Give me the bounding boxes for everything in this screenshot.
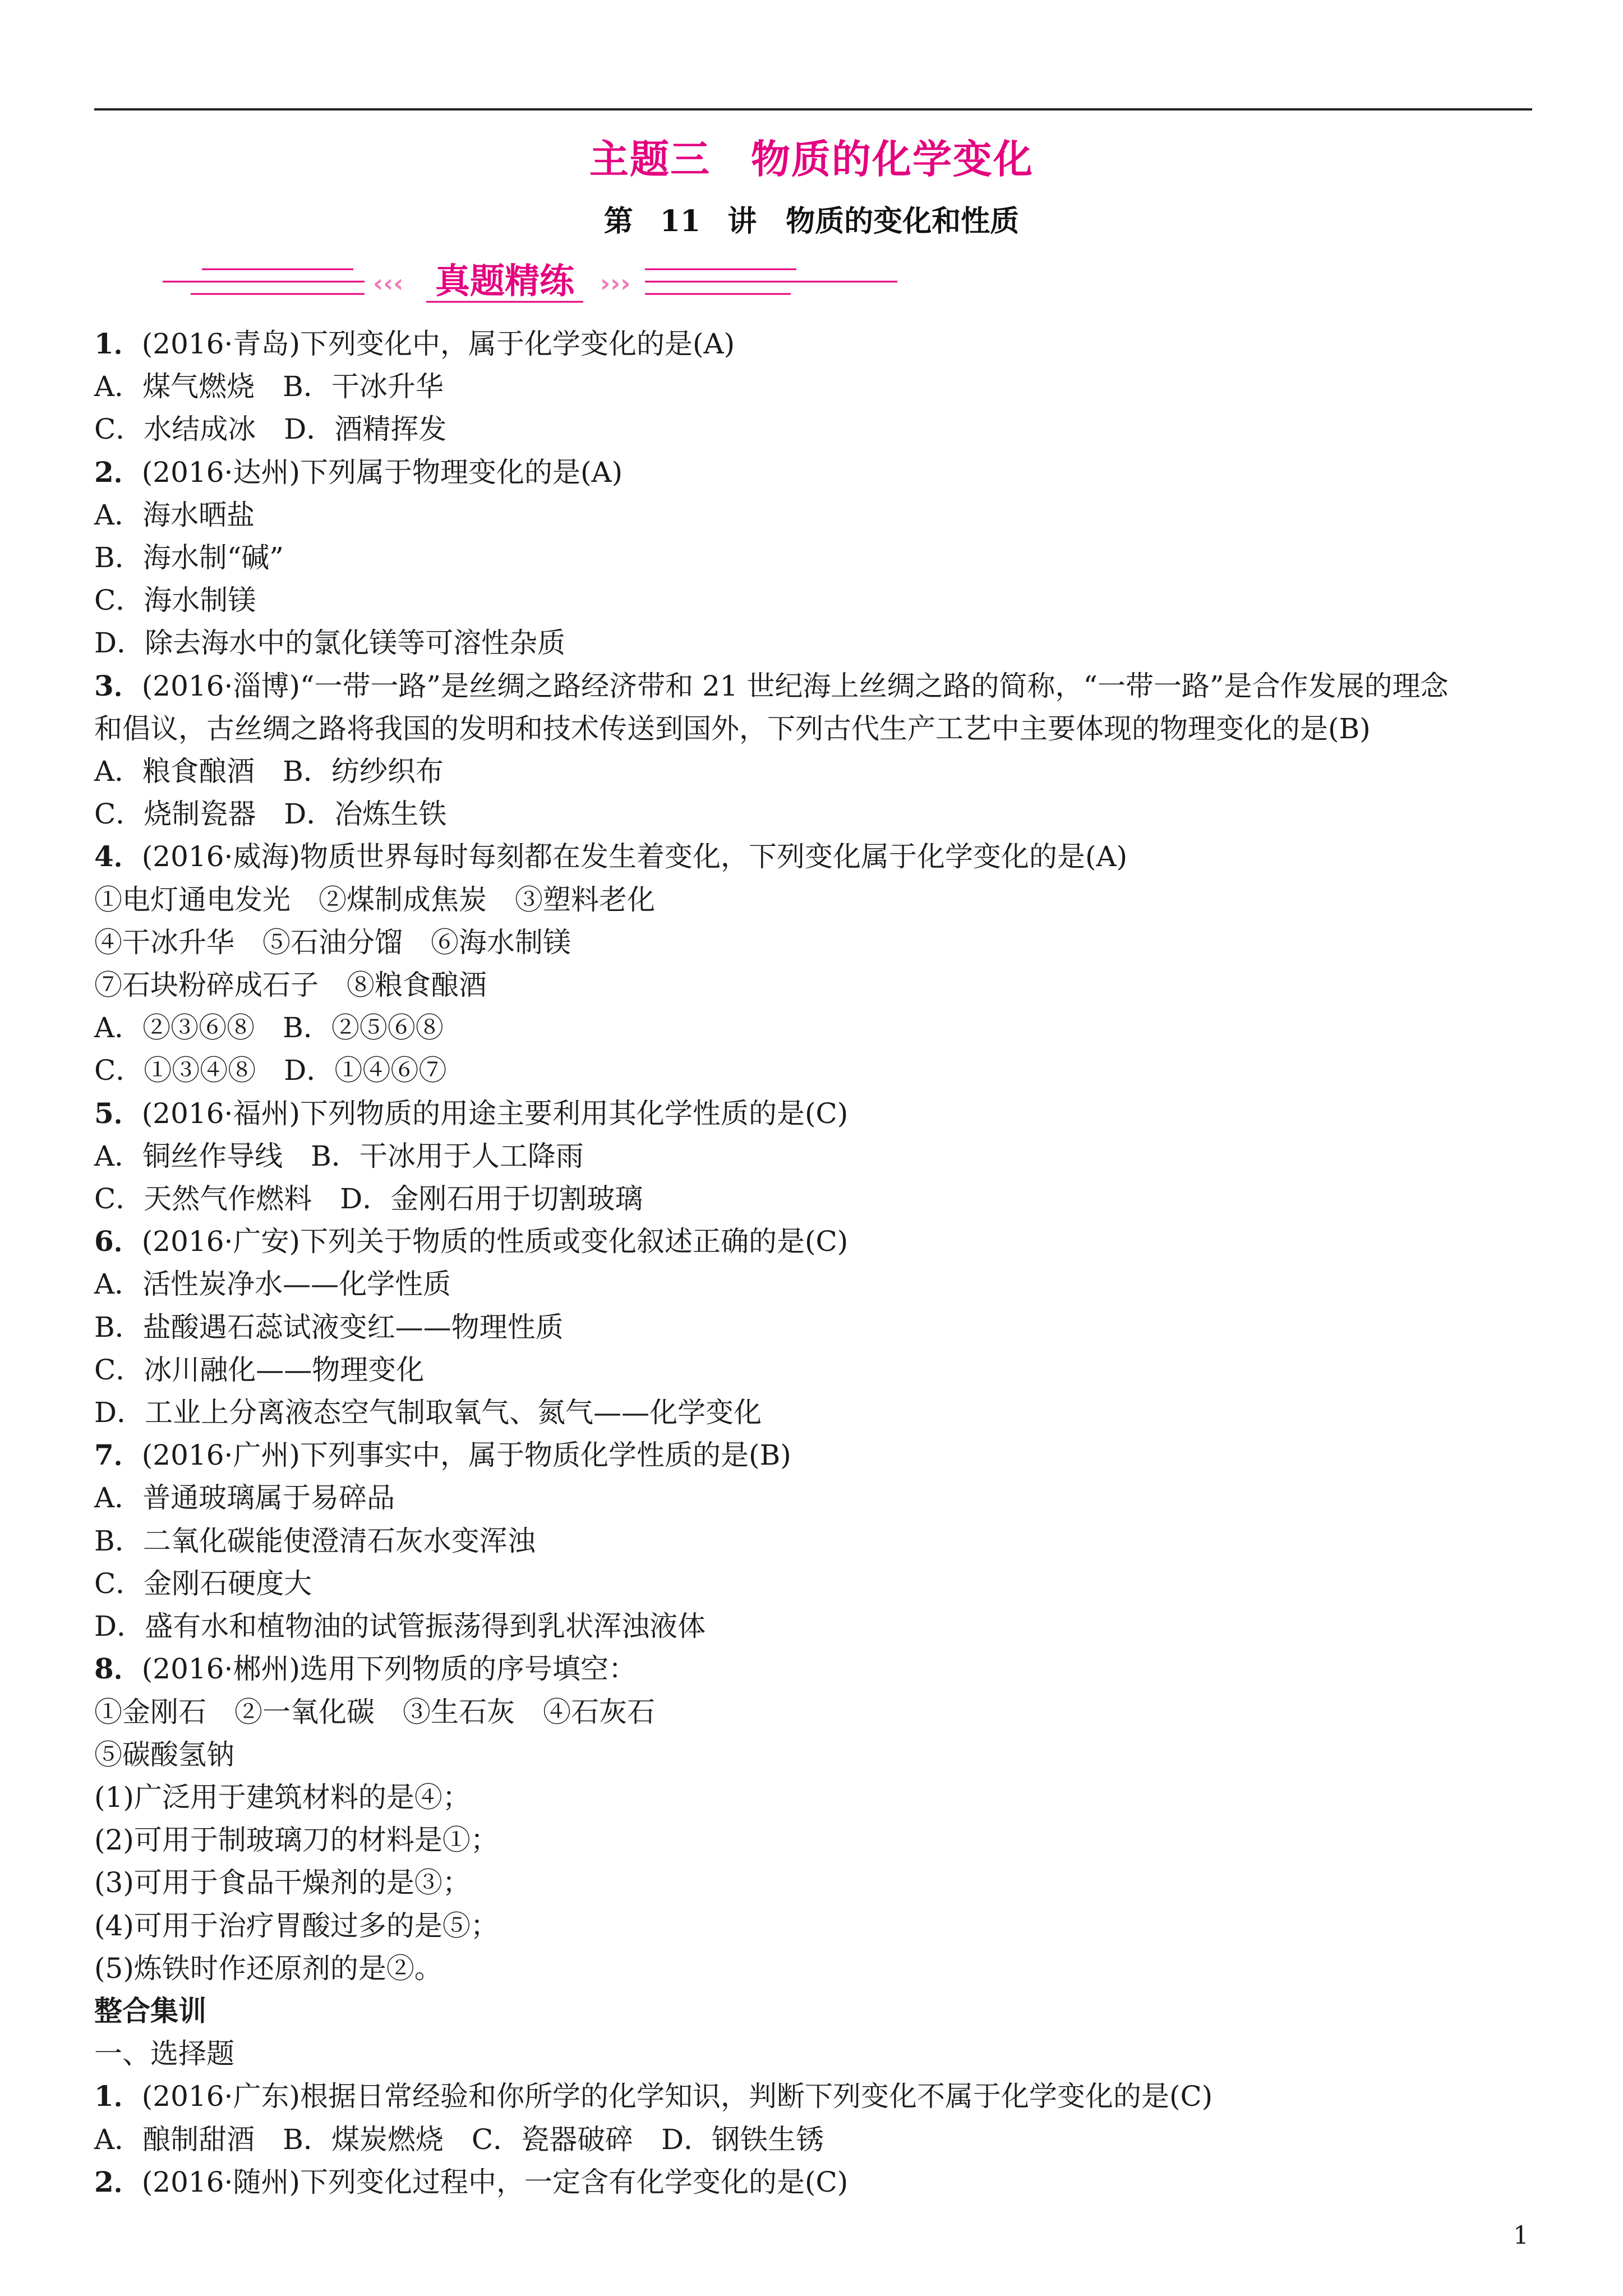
line-text: (2016·威海)物质世界每时每刻都在发生着变化，下列变化属于化学变化的是(A): [141, 840, 1128, 873]
banner-left-lines: [163, 269, 365, 294]
banner-right-chevrons: ›››: [600, 269, 631, 298]
line-text: C．金刚石硬度大: [94, 1567, 312, 1600]
question-stem: [94, 451, 1530, 494]
content-line: [94, 1861, 1530, 1904]
line-text: ①金刚石 ②一氧化碳 ③生石灰 ④石灰石: [94, 1695, 655, 1728]
content-line: [94, 1049, 1530, 1092]
question-number: 5．: [94, 1096, 142, 1130]
question-stem: [94, 323, 1530, 365]
question-stem: [94, 1220, 1530, 1263]
question-stem: [94, 835, 1530, 878]
question-number: 1．: [94, 2079, 142, 2113]
line-text: A．粮食酿酒 B．纺纱织布: [94, 755, 444, 788]
question-number: 8．: [94, 1652, 142, 1686]
line-text: 一、选择题: [94, 2037, 234, 2070]
question-stem: [94, 2075, 1530, 2118]
line-text: B．二氧化碳能使澄清石灰水变浑浊: [94, 1524, 536, 1557]
line-text: (1)广泛用于建筑材料的是④；: [94, 1780, 471, 1814]
content-line: [94, 921, 1530, 964]
content-line: [94, 1691, 1530, 1733]
content-line: [94, 494, 1530, 536]
page-number: 1: [1513, 2221, 1529, 2250]
line-text: (5)炼铁时作还原剂的是②。: [94, 1952, 442, 1985]
line-text: (2016·广安)下列关于物质的性质或变化叙述正确的是(C): [141, 1225, 849, 1258]
line-text: A．铜丝作导线 B．干冰用于人工降雨: [94, 1139, 584, 1172]
line-text: ⑤碳酸氢钠: [94, 1738, 234, 1771]
content-line: [94, 878, 1530, 921]
question-list: [94, 323, 1530, 2203]
line-text: (2016·青岛)下列变化中，属于化学变化的是(A): [141, 328, 735, 360]
line-text: A．酿制甜酒 B．煤炭燃烧 C．瓷器破碎 D．钢铁生锈: [94, 2123, 824, 2156]
content-line: [94, 1904, 1530, 1947]
top-rule: [94, 108, 1532, 111]
content-line: [94, 964, 1530, 1006]
content-line: [94, 793, 1530, 835]
content-line: [94, 1306, 1530, 1349]
content-line: [94, 408, 1530, 450]
content-line: [94, 1947, 1530, 1990]
question-number: 2．: [94, 2165, 142, 2198]
line-text: C．水结成冰 D．酒精挥发: [94, 413, 447, 446]
line-text: B．盐酸遇石蕊试液变红——物理性质: [94, 1310, 564, 1343]
question-number: 4．: [94, 840, 142, 873]
content-line: [94, 1776, 1530, 1819]
question-number: 6．: [94, 1225, 142, 1258]
line-text: (2016·达州)下列属于物理变化的是(A): [141, 455, 623, 489]
question-stem: [94, 665, 1530, 707]
content-line: [94, 579, 1530, 622]
content-line: [94, 622, 1530, 664]
line-text: ⑦石块粉碎成石子 ⑧粮食酿酒: [94, 969, 487, 1002]
content-line: [94, 1562, 1530, 1605]
content-line: [94, 1135, 1530, 1177]
content-line: [94, 2032, 1530, 2075]
line-text: C．海水制镁: [94, 584, 256, 617]
line-text: (2016·广东)根据日常经验和你所学的化学知识，判断下列变化不属于化学变化的是(C): [141, 2080, 1213, 2113]
line-text: (2016·随州)下列变化过程中，一定含有化学变化的是(C): [141, 2165, 849, 2198]
line-text: C．冰川融化——物理变化: [94, 1353, 425, 1386]
content-line: [94, 1476, 1530, 1519]
content-line: [94, 707, 1530, 750]
question-stem: [94, 1092, 1530, 1135]
content-line: [94, 750, 1530, 793]
content-line: [94, 1733, 1530, 1776]
line-text: (3)可用于食品干燥剂的是③；: [94, 1866, 471, 1899]
question-number: 7．: [94, 1438, 142, 1472]
question-stem: [94, 1434, 1530, 1476]
line-text: D．盛有水和植物油的试管振荡得到乳状浑浊液体: [94, 1610, 706, 1643]
line-text: 和倡议，古丝绸之路将我国的发明和技术传送到国外，下列古代生产工艺中主要体现的物理变化的是(B): [94, 712, 1371, 745]
lesson-title: 第 11 讲 物质的变化和性质: [603, 204, 1020, 238]
content-line: [94, 1006, 1530, 1049]
content-line: [94, 2118, 1530, 2161]
banner-label: 真题精练: [435, 260, 575, 301]
line-text: A．活性炭净水——化学性质: [94, 1268, 451, 1301]
question-stem: [94, 1648, 1530, 1690]
content-line: [94, 365, 1530, 408]
line-text: ④干冰升华 ⑤石油分馏 ⑥海水制镁: [94, 926, 571, 959]
line-text: D．工业上分离液态空气制取氧气、氮气——化学变化: [94, 1396, 762, 1429]
line-text: A．②③⑥⑧ B．②⑤⑥⑧: [94, 1011, 444, 1045]
question-number: 3．: [94, 669, 142, 702]
banner-right-lines: [645, 269, 897, 294]
section-banner: [163, 252, 897, 309]
line-text: B．海水制“碱”: [94, 541, 284, 574]
line-text: (2016·广州)下列事实中，属于物质化学性质的是(B): [141, 1439, 791, 1472]
content-line: [94, 536, 1530, 579]
line-text: A．普通玻璃属于易碎品: [94, 1481, 395, 1515]
question-number: 1．: [94, 327, 142, 360]
content-line: [94, 1391, 1530, 1434]
page-title: 主题三 物质的化学变化: [589, 136, 1034, 182]
question-stem: [94, 2161, 1530, 2203]
line-text: A．煤气燃烧 B．干冰升华: [94, 370, 444, 403]
line-text: C．①③④⑧ D．①④⑥⑦: [94, 1054, 447, 1087]
content-line: [94, 1263, 1530, 1305]
line-text: (2016·福州)下列物质的用途主要利用其化学性质的是(C): [141, 1097, 849, 1130]
content-line: [94, 1177, 1530, 1220]
content-line: [94, 1819, 1530, 1861]
line-text: (2016·淄博)“一带一路”是丝绸之路经济带和 21 世纪海上丝绸之路的简称，“一带一路”是合作发展的理念: [141, 669, 1449, 702]
line-text: C．天然气作燃料 D．金刚石用于切割玻璃: [94, 1182, 643, 1216]
question-number: 2．: [94, 455, 142, 489]
section-heading: 整合集训: [94, 1994, 206, 2027]
content-line: [94, 1520, 1530, 1562]
line-text: D．除去海水中的氯化镁等可溶性杂质: [94, 627, 566, 660]
content-line: [94, 1605, 1530, 1648]
line-text: (2016·郴州)选用下列物质的序号填空：: [141, 1653, 637, 1686]
line-text: A．海水晒盐: [94, 498, 255, 531]
line-text: ①电灯通电发光 ②煤制成焦炭 ③塑料老化: [94, 883, 655, 916]
banner-left-chevrons: ‹‹‹: [373, 269, 404, 298]
line-text: (2)可用于制玻璃刀的材料是①；: [94, 1824, 499, 1857]
line-text: C．烧制瓷器 D．冶炼生铁: [94, 798, 447, 831]
content-line: [94, 1349, 1530, 1391]
line-text: (4)可用于治疗胃酸过多的是⑤；: [94, 1909, 499, 1942]
